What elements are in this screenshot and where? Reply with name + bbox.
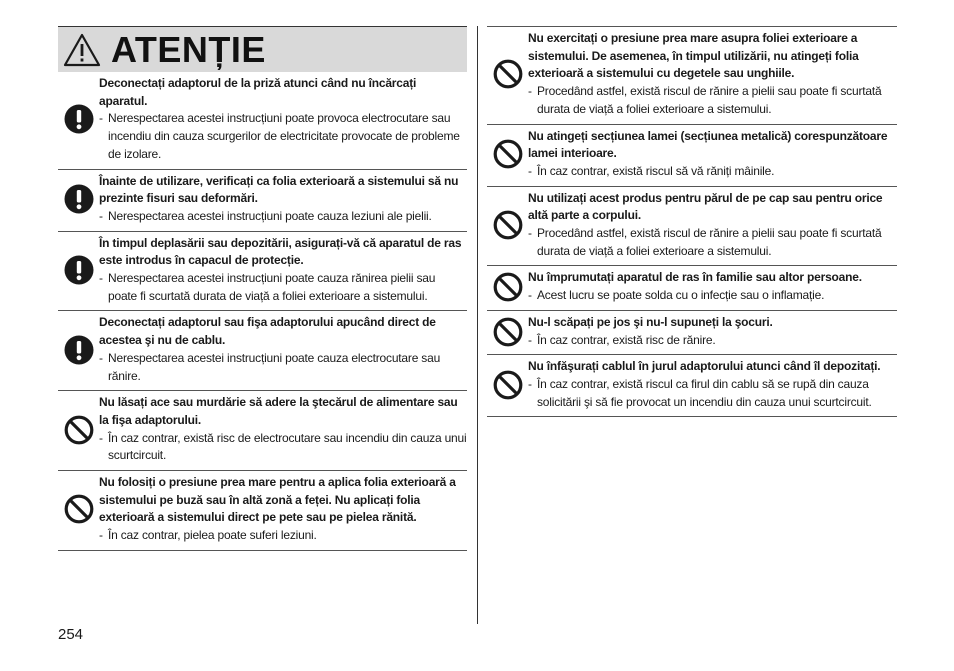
bullet-dash: - — [528, 163, 532, 178]
warning-item — [487, 355, 897, 417]
mandatory-icon — [58, 255, 99, 285]
warning-item — [58, 170, 467, 232]
warning-heading: Nu utilizați acest produs pentru părul de pe cap sau pentru orice altă parte a corpului. — [528, 190, 883, 223]
warning-text — [99, 75, 467, 164]
warning-heading: Nu folosiți o presiune prea mare pentru a aplica folia exterioară a sistemului pe buză sau în altă zonă a feței. Nu aplicați folia exterioară a sistemului direct pe pete sau pe pielea rănită. — [99, 475, 456, 525]
warning-heading: Deconectați adaptorul sau fişa adaptorului apucând direct de acestea şi nu de cablu. — [99, 315, 436, 348]
bullet-dash: - — [528, 332, 532, 347]
prohibition-icon — [487, 59, 528, 89]
attention-header — [58, 26, 467, 72]
warning-note — [99, 430, 467, 465]
warning-item — [487, 125, 897, 187]
warning-note — [99, 208, 467, 226]
warning-item — [58, 311, 467, 391]
warning-item — [58, 471, 467, 551]
warning-text — [528, 269, 897, 304]
warning-note-text: În caz contrar, există risc de rănire. — [537, 332, 716, 347]
warning-note-text: În caz contrar, există riscul să vă răniți mâinile. — [537, 163, 775, 178]
warning-text — [528, 314, 897, 349]
left-warning-list — [58, 72, 467, 551]
warning-text — [99, 173, 467, 226]
warning-text — [528, 190, 897, 261]
warning-note-text: În caz contrar, pielea poate suferi leziuni. — [108, 528, 317, 543]
warning-heading: Nu împrumutați aparatul de ras în familie sau altor persoane. — [528, 270, 862, 285]
bullet-dash: - — [528, 376, 532, 391]
bullet-dash: - — [99, 430, 103, 445]
warning-note-text: Nerespectarea acestei instrucțiuni poate cauza rănirea pielii sau poate fi scurtată durata de viață a foliei exterioare a sistemului. — [108, 271, 436, 303]
warning-text — [528, 128, 897, 181]
bullet-dash: - — [99, 350, 103, 365]
warning-note — [528, 83, 897, 118]
warning-heading: Nu înfăşurați cablul în jurul adaptorului atunci când îl depozitați. — [528, 359, 881, 374]
warning-note-text: Procedând astfel, există riscul de rănire a pielii sau poate fi scurtată durata de viață a foliei exterioare a sistemului. — [537, 84, 882, 116]
warning-note — [99, 527, 467, 545]
warning-text — [528, 30, 897, 119]
bullet-dash: - — [99, 208, 103, 223]
warning-note-text: Procedând astfel, există riscul de rănire a pielii sau poate fi scurtată durata de viață a foliei exterioare a sistemului. — [537, 226, 882, 258]
warning-item — [487, 26, 897, 125]
mandatory-icon — [58, 335, 99, 365]
warning-item — [487, 266, 897, 310]
warning-note-text: Nerespectarea acestei instrucțiuni poate cauza electrocutare sau rănire. — [108, 350, 441, 383]
warning-text — [99, 394, 467, 465]
warning-note — [99, 270, 467, 305]
warning-text — [99, 474, 467, 545]
warning-triangle-icon — [63, 33, 101, 67]
bullet-dash: - — [99, 528, 103, 543]
bullet-dash: - — [528, 84, 532, 99]
page-title: ATENȚIE — [111, 28, 266, 70]
warning-note — [528, 287, 897, 305]
mandatory-icon — [58, 184, 99, 214]
warning-text — [99, 314, 467, 385]
bullet-dash: - — [528, 288, 532, 303]
warning-item — [487, 311, 897, 355]
column-divider — [477, 26, 478, 624]
bullet-dash: - — [99, 111, 103, 126]
warning-item — [58, 72, 467, 170]
warning-note — [99, 350, 467, 385]
warning-heading: Nu atingeți secțiunea lamei (secțiunea metalică) corespunzătoare lamei interioare. — [528, 128, 888, 161]
prohibition-icon — [58, 415, 99, 445]
warning-heading: Deconectați adaptorul de la priză atunci când nu încărcați aparatul. — [99, 76, 417, 108]
warning-note — [528, 332, 897, 350]
bullet-dash: - — [528, 226, 532, 241]
prohibition-icon — [487, 210, 528, 240]
right-warning-list — [487, 26, 897, 417]
warning-note-text: Nerespectarea acestei instrucțiuni poate provoca electrocutare sau incendiu din cauza scurgerilor de electricitate provocate de probleme de izolare. — [108, 111, 460, 161]
warning-heading: În timpul deplasării sau depozitării, asigurați-vă că aparatul de ras este introdus în capacul de protecție. — [99, 235, 462, 268]
warning-heading: Înainte de utilizare, verificați ca folia exterioară a sistemului să nu prezinte fisuri sau deformări. — [99, 173, 459, 206]
prohibition-icon — [58, 494, 99, 524]
warning-heading: Nu-l scăpați pe jos şi nu-l supuneți la şocuri. — [528, 314, 773, 329]
warning-heading: Nu lăsați ace sau murdărie să adere la ştecărul de alimentare sau la fişa adaptorului. — [99, 395, 458, 427]
prohibition-icon — [487, 139, 528, 169]
warning-note-text: Nerespectarea acestei instrucțiuni poate cauza leziuni ale pielii. — [108, 208, 432, 223]
prohibition-icon — [487, 370, 528, 400]
prohibition-icon — [487, 317, 528, 347]
warning-item — [58, 391, 467, 471]
left-column — [58, 26, 467, 551]
warning-note-text: În caz contrar, există risc de electrocutare sau incendiu din cauza unui scurtcircuit. — [108, 430, 467, 463]
warning-note-text: În caz contrar, există riscul ca firul din cablu să se rupă din cauza solicitării şi să fie provocat un incendiu din cauza unui scurtcircuit. — [537, 376, 872, 409]
bullet-dash: - — [99, 271, 103, 286]
prohibition-icon — [487, 272, 528, 302]
warning-text — [99, 235, 467, 306]
warning-note — [528, 225, 897, 260]
warning-note-text: Acest lucru se poate solda cu o infecție sau o inflamație. — [537, 288, 825, 303]
warning-note — [99, 110, 467, 163]
warning-item — [58, 232, 467, 312]
mandatory-icon — [58, 104, 99, 134]
warning-note — [528, 376, 897, 411]
warning-text — [528, 358, 897, 411]
warning-item — [487, 187, 897, 267]
page-number: 254 — [58, 626, 84, 643]
right-column — [487, 26, 897, 417]
warning-heading: Nu exercitați o presiune prea mare asupra foliei exterioare a sistemului. De asemenea, în timpul utilizării, nu atingeți folia exterioară a sistemului cu degetele sau unghiile. — [528, 31, 859, 81]
warning-note — [528, 163, 897, 181]
